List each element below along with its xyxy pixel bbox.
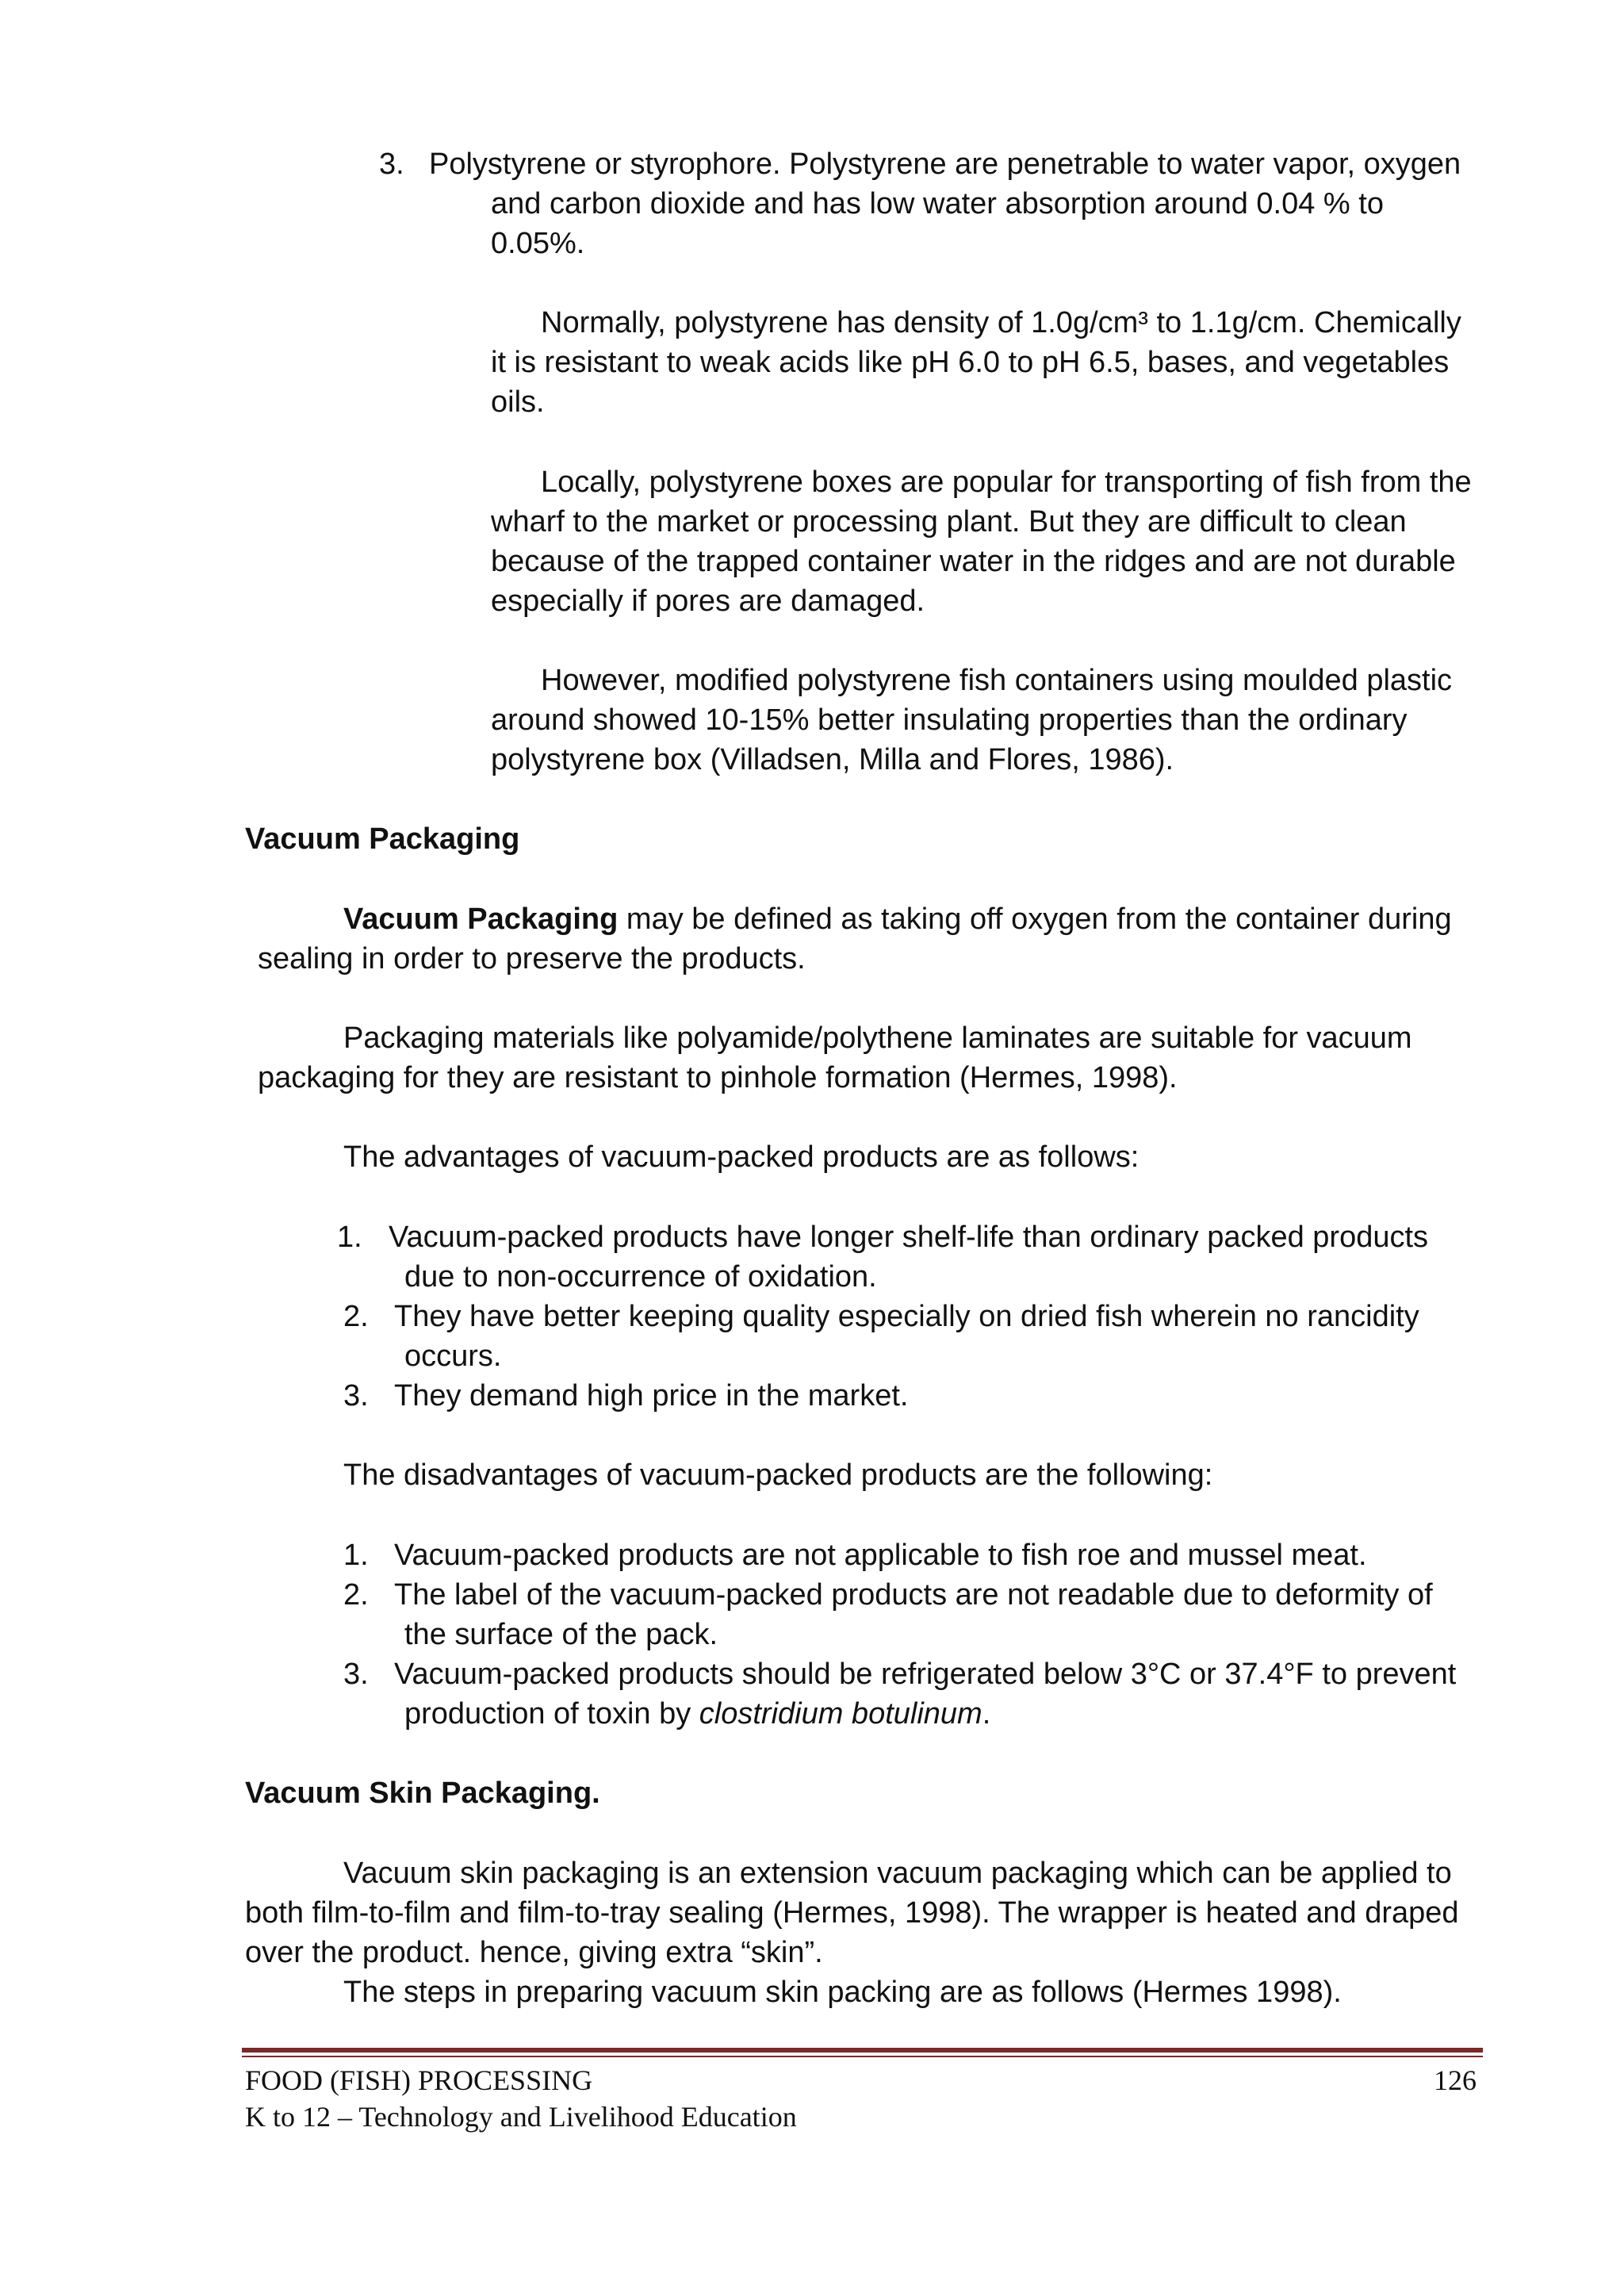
section-heading-vacuum-skin-packaging: Vacuum Skin Packaging. [245,1777,600,1810]
disadvantage-number-1: 1. [343,1539,369,1572]
vacuum-materials-line-1: Packaging materials like polyamide/polythene laminates are suitable for vacuum [343,1022,1412,1055]
polystyrene-density-line-2: it is resistant to weak acids like pH 6.0 to pH 6.5, bases, and vegetables [491,346,1450,379]
page-number: 126 [1434,2064,1477,2096]
disadvantage-3-text: production of toxin by [404,1697,699,1731]
section-heading-vacuum-packaging: Vacuum Packaging [245,822,520,856]
advantage-1-line-2: due to non-occurrence of oxidation. [404,1260,877,1294]
footer-title: FOOD (FISH) PROCESSING [245,2064,593,2096]
footer-subtitle: K to 12 – Technology and Livelihood Education [245,2101,797,2133]
advantage-3-line-1: They demand high price in the market. [394,1379,909,1412]
skin-line-3: over the product. hence, giving extra “skin”. [245,1936,823,1969]
vacuum-definition-text: may be defined as taking off oxygen from the container during [618,903,1452,936]
vacuum-materials-line-2: packaging for they are resistant to pinhole formation (Hermes, 1998). [258,1061,1178,1094]
advantage-number-2: 2. [343,1300,369,1333]
polystyrene-line-3: 0.05%. [491,227,585,260]
bacterium-name: clostridium botulinum [699,1697,982,1731]
disadvantage-2-line-1: The label of the vacuum-packed products are not readable due to deformity of [394,1578,1433,1612]
vacuum-definition-line-1 [343,899,1452,939]
polystyrene-local-line-4: especially if pores are damaged. [491,585,925,618]
polystyrene-local-line-3: because of the trapped container water in the ridges and are not durable [491,545,1456,578]
polystyrene-line-1: Polystyrene or styrophore. Polystyrene are penetrable to water vapor, oxygen [429,148,1461,181]
polystyrene-density-line-3: oils. [491,385,545,419]
disadvantage-2-line-2: the surface of the pack. [404,1618,718,1651]
advantage-1-line-1: Vacuum-packed products have longer shelf-life than ordinary packed products [389,1221,1429,1254]
polystyrene-density-line-1: Normally, polystyrene has density of 1.0g/cm³ to 1.1g/cm. Chemically [541,306,1461,339]
advantages-intro: The advantages of vacuum-packed products are as follows: [343,1140,1139,1174]
skin-line-1: Vacuum skin packaging is an extension vacuum packaging which can be applied to [343,1857,1452,1890]
disadvantage-1-line-1: Vacuum-packed products are not applicable to fish roe and mussel meat. [394,1539,1367,1572]
advantage-number-1: 1. [337,1221,362,1254]
polystyrene-local-line-2: wharf to the market or processing plant. But they are difficult to clean [491,505,1407,539]
disadvantage-3-line-1: Vacuum-packed products should be refrigerated below 3°C or 37.4°F to prevent [394,1658,1457,1691]
disadvantages-intro: The disadvantages of vacuum-packed products are the following: [343,1458,1213,1492]
polystyrene-modified-line-3: polystyrene box (Villadsen, Milla and Flores, 1986). [491,743,1174,776]
disadvantage-number-3: 3. [343,1658,369,1691]
disadvantage-3-period: . [982,1697,991,1731]
polystyrene-modified-line-2: around showed 10-15% better insulating properties than the ordinary [491,703,1408,737]
disadvantage-number-2: 2. [343,1578,369,1612]
vacuum-definition-term: Vacuum Packaging [343,903,619,936]
advantage-2-line-2: occurs. [404,1340,502,1373]
advantage-2-line-1: They have better keeping quality especially on dried fish wherein no rancidity [394,1300,1419,1333]
list-number: 3. [379,148,404,181]
polystyrene-local-line-1: Locally, polystyrene boxes are popular for transporting of fish from the [541,466,1472,499]
vacuum-definition-line-2: sealing in order to preserve the products. [258,942,806,976]
footer-rule-thin [242,2056,1483,2057]
disadvantage-3-line-2 [404,1694,990,1734]
advantage-number-3: 3. [343,1379,369,1412]
polystyrene-line-2: and carbon dioxide and has low water absorption around 0.04 % to [491,187,1384,220]
footer-rule-thick [242,2048,1483,2053]
polystyrene-modified-line-1: However, modified polystyrene fish containers using moulded plastic [541,664,1453,697]
skin-line-4: The steps in preparing vacuum skin packing are as follows (Hermes 1998). [343,1976,1342,2009]
skin-line-2: both film-to-film and film-to-tray sealing (Hermes, 1998). The wrapper is heated and draped [245,1896,1459,1930]
